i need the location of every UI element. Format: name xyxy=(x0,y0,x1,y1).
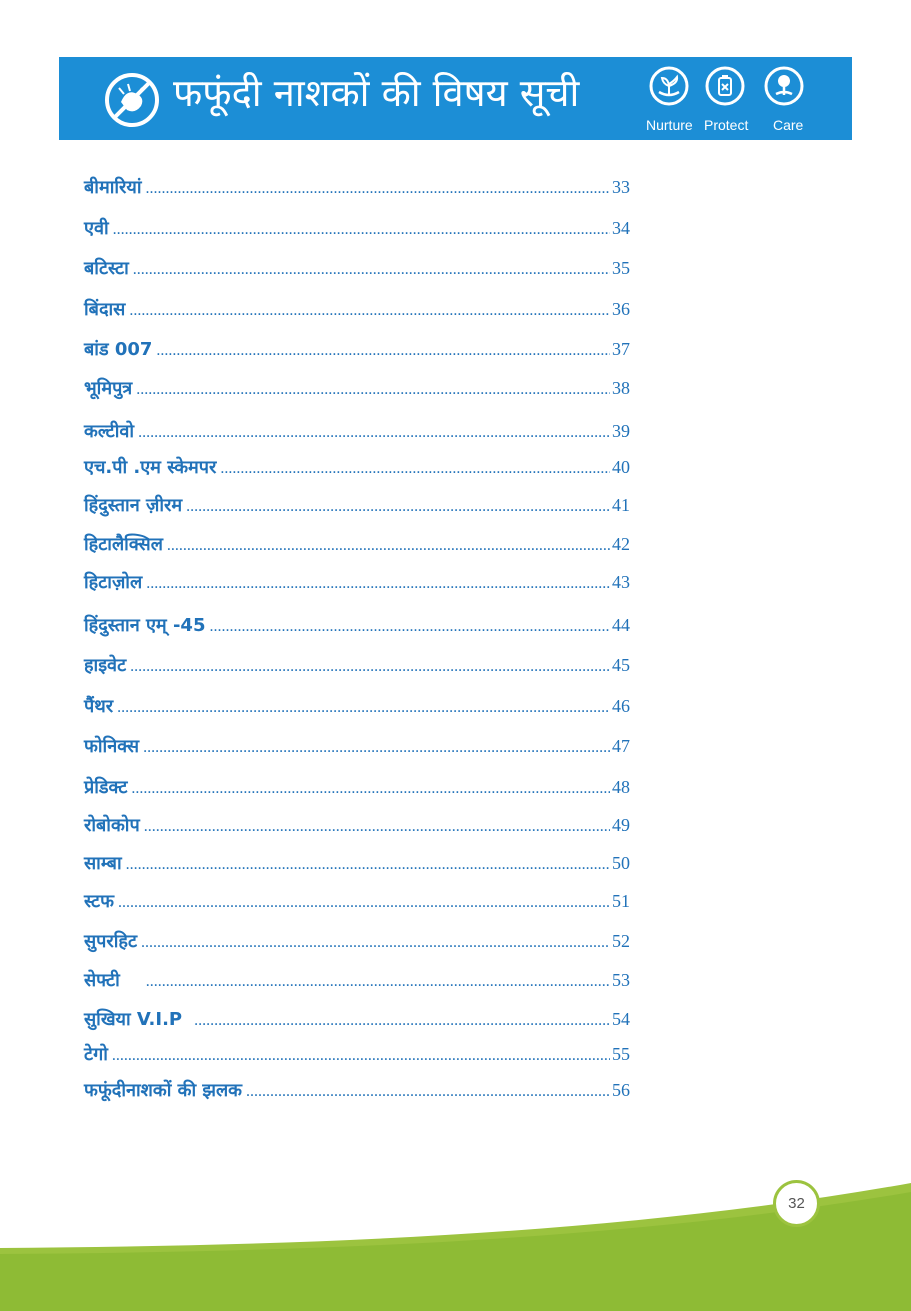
toc-entry-page: 40 xyxy=(612,457,630,477)
brand-label-protect: Protect xyxy=(704,117,749,133)
toc-entry-page: 46 xyxy=(612,696,630,716)
toc-leader-dots xyxy=(146,973,610,991)
toc-entry[interactable] xyxy=(84,968,630,998)
toc-entry-label: बांड 007 xyxy=(84,339,153,360)
toc-leader-dots xyxy=(194,1012,610,1030)
toc-entry-page: 38 xyxy=(612,378,630,398)
toc-entry-label: बटिस्टा xyxy=(84,258,129,279)
toc-entry-page: 33 xyxy=(612,177,630,197)
care-icon xyxy=(764,66,804,106)
toc-leader-dots xyxy=(144,818,610,836)
toc-entry-page: 50 xyxy=(612,853,630,873)
toc-leader-dots xyxy=(167,537,610,555)
toc-entry[interactable] xyxy=(84,613,630,643)
toc-leader-dots xyxy=(130,658,610,676)
toc-entry-label: टेगो xyxy=(84,1044,108,1065)
toc-entry-page: 52 xyxy=(612,931,630,951)
toc-entry[interactable] xyxy=(84,216,630,246)
toc-entry-label: हिटालैक्सिल xyxy=(84,534,163,555)
toc-entry-label: रोबोकोप xyxy=(84,815,140,836)
toc-entry-label: बीमारियां xyxy=(84,177,142,198)
toc-entry[interactable] xyxy=(84,1078,630,1108)
toc-entry-page: 47 xyxy=(612,736,630,756)
toc-entry[interactable] xyxy=(84,337,630,367)
toc-leader-dots xyxy=(112,1047,610,1065)
toc-entry-label: बिंदास xyxy=(84,299,126,320)
toc-entry[interactable] xyxy=(84,297,630,327)
toc-leader-dots xyxy=(209,618,610,636)
toc-entry-label: हिंदुस्तान ज़ीरम xyxy=(84,495,183,516)
toc-leader-dots xyxy=(146,180,611,198)
toc-entry-label: हाइवेट xyxy=(84,655,127,676)
toc-leader-dots xyxy=(141,934,610,952)
page-number: 32 xyxy=(773,1180,820,1227)
toc-entry-label: सुखिया V.I.P xyxy=(84,1009,183,1030)
toc-entry-page: 48 xyxy=(612,777,630,797)
toc-entry-label: एवी xyxy=(84,218,109,239)
toc-entry[interactable] xyxy=(84,455,630,485)
toc-entry-page: 39 xyxy=(612,421,630,441)
toc-leader-dots xyxy=(246,1083,610,1101)
toc-entry[interactable] xyxy=(84,851,630,881)
toc-entry-page: 51 xyxy=(612,891,630,911)
toc-entry-page: 34 xyxy=(612,218,630,238)
no-pest-icon xyxy=(104,72,160,128)
toc-leader-dots xyxy=(126,856,610,874)
toc-entry-page: 55 xyxy=(612,1044,630,1064)
toc-entry-page: 49 xyxy=(612,815,630,835)
toc-entry-page: 37 xyxy=(612,339,630,359)
toc-entry-page: 35 xyxy=(612,258,630,278)
toc-entry-page: 45 xyxy=(612,655,630,675)
toc-entry[interactable] xyxy=(84,889,630,919)
nurture-icon xyxy=(649,66,689,106)
toc-entry-page: 42 xyxy=(612,534,630,554)
toc-leader-dots xyxy=(118,894,610,912)
toc-leader-dots xyxy=(146,575,610,593)
toc-entry-page: 43 xyxy=(612,572,630,592)
toc-entry[interactable] xyxy=(84,493,630,523)
toc-entry-page: 36 xyxy=(612,299,630,319)
toc-entry-label: फोनिक्स xyxy=(84,736,140,757)
toc-entry-label: सुपरहिट xyxy=(84,931,138,952)
toc-entry[interactable] xyxy=(84,694,630,724)
page-title: फफूंदी नाशकों की विषय सूची xyxy=(173,71,580,115)
toc-leader-dots xyxy=(129,302,610,320)
toc-leader-dots xyxy=(131,780,610,798)
toc-leader-dots xyxy=(136,381,610,399)
toc-leader-dots xyxy=(156,342,610,360)
toc-entry-page: 44 xyxy=(612,615,630,635)
toc-entry-page: 54 xyxy=(612,1009,630,1029)
toc-leader-dots xyxy=(220,460,610,478)
toc-entry[interactable] xyxy=(84,775,630,805)
toc-entry-label: भूमिपुत्र xyxy=(84,378,133,399)
toc-entry-label: हिंदुस्तान एम् -45 xyxy=(84,615,206,636)
toc-leader-dots xyxy=(138,424,610,442)
protect-icon xyxy=(705,66,745,106)
toc-entry[interactable] xyxy=(84,734,630,764)
toc-entry-label: फफूंदीनाशकों की झलक xyxy=(84,1080,243,1101)
toc-entry-label: स्टफ xyxy=(84,891,114,912)
toc-entry[interactable] xyxy=(84,570,630,600)
header-banner xyxy=(59,57,852,140)
toc-entry[interactable] xyxy=(84,256,630,286)
toc-entry-page: 41 xyxy=(612,495,630,515)
toc-entry[interactable] xyxy=(84,1007,630,1037)
brand-label-nurture: Nurture xyxy=(646,117,693,133)
toc-entry-label: प्रेडिक्ट xyxy=(84,777,128,798)
toc-leader-dots xyxy=(143,739,610,757)
toc-entry-label: हिटाज़ोल xyxy=(84,572,143,593)
toc-entry[interactable] xyxy=(84,419,630,449)
toc-entry[interactable] xyxy=(84,175,630,205)
toc-leader-dots xyxy=(113,221,610,239)
toc-entry-label: साम्बा xyxy=(84,853,122,874)
toc-entry-page: 53 xyxy=(612,970,630,990)
toc-leader-dots xyxy=(133,261,610,279)
toc-entry[interactable] xyxy=(84,813,630,843)
toc-entry-page: 56 xyxy=(612,1080,630,1100)
toc-entry[interactable] xyxy=(84,376,630,406)
toc-leader-dots xyxy=(117,699,610,717)
toc-entry[interactable] xyxy=(84,532,630,562)
toc-entry[interactable] xyxy=(84,653,630,683)
toc-leader-dots xyxy=(186,498,610,516)
toc-entry[interactable] xyxy=(84,1042,630,1072)
toc-entry-label: सेफ्टी xyxy=(84,970,120,991)
toc-entry-label: पैंथर xyxy=(84,696,114,717)
brand-label-care: Care xyxy=(773,117,804,133)
toc-entry-label: कल्टीवो xyxy=(84,421,135,442)
toc-entry-label: एच.पी .एम स्केमपर xyxy=(84,457,217,478)
toc-entry[interactable] xyxy=(84,929,630,959)
footer-wave xyxy=(0,1150,911,1311)
